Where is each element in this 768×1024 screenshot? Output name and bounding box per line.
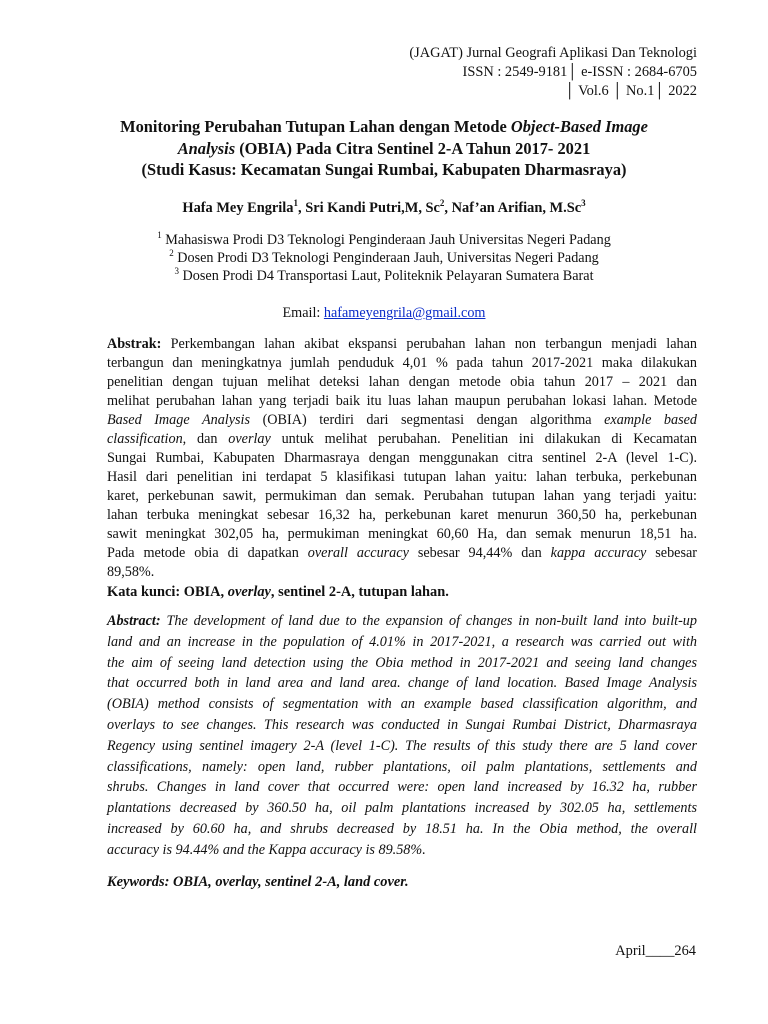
abstrak-section bbox=[107, 335, 697, 582]
abstract-line: classifications, namely: open land, rubber plantations, oil palm plantations, settlements and bbox=[107, 758, 697, 775]
abstrak-text: untuk melihat perubahan. Penelitian ini dilakukan di Kecamatan bbox=[270, 431, 697, 447]
abstrak-line: penelitian dengan tujuan melihat deteksi lahan dengan metode obia tahun 2017 – 2021 dan bbox=[107, 374, 697, 390]
page-footer: April____264 bbox=[615, 943, 696, 959]
abstract-line: Regency using sentinel imagery 2-A (level 1-C). The results of this study there are 5 land cover bbox=[107, 737, 697, 754]
abstrak-italic: overall accuracy bbox=[307, 545, 409, 561]
abstrak-line bbox=[107, 411, 697, 430]
abstrak-italic: example based bbox=[604, 412, 697, 428]
abstract-text: The development of land due to the expansion of changes in non-built land into built-up bbox=[160, 613, 697, 629]
affiliation-text: Dosen Prodi D3 Teknologi Penginderaan Jauh, Universitas Negeri Padang bbox=[173, 250, 599, 266]
email-label: Email: bbox=[282, 305, 324, 321]
abstrak-italic: kappa accuracy bbox=[550, 545, 647, 561]
title-text: (OBIA) Pada Citra Sentinel 2-A Tahun 2017- 2021 bbox=[235, 138, 591, 158]
author-list bbox=[80, 198, 688, 218]
abstrak-line: 89,58%. bbox=[107, 564, 155, 580]
author-name: , Naf’an Arifian, M.Sc bbox=[444, 200, 582, 216]
abstrak-italic: classification bbox=[107, 431, 183, 447]
abstract-line: the aim of seeing land detection using the Obia method in 2017-2021 and seeing land changes bbox=[107, 654, 697, 671]
affiliations bbox=[80, 231, 688, 285]
abstract-line: overlays to see changes. This research was conducted in Sungai Rumbai District, Dharmasraya bbox=[107, 716, 697, 733]
title-text: Monitoring Perubahan Tutupan Lahan dengan Metode bbox=[120, 117, 511, 136]
abstract-line: plantations decreased by 360.50 ha, oil palm plantations increased by 302.05 ha, settlements bbox=[107, 800, 697, 817]
volume-line: │ Vol.6 │ No.1│ 2022 bbox=[564, 83, 697, 99]
abstrak-text: Perkembangan lahan akibat ekspansi perubahan lahan non terbangun menjadi lahan bbox=[161, 336, 697, 352]
abstrak-line: Hasil dari penelitian ini terdapat 5 klasifikasi tutupan lahan yaitu: lahan terbuka, perkebunan bbox=[107, 469, 697, 485]
affiliation-item bbox=[80, 267, 688, 285]
title-line-3: (Studi Kasus: Kecamatan Sungai Rumbai, Kabupaten Dharmasraya) bbox=[141, 160, 627, 179]
abstract-line: that occurred both in land area and land area. change of land location. Based Image Analysis bbox=[107, 675, 697, 692]
abstract-english-section bbox=[107, 611, 697, 861]
abstract-line: increased by 60.60 ha, and shrubs decreased by 18.51 ha. In the Obia method, the overall bbox=[107, 820, 697, 837]
abstract-label: Abstract: bbox=[107, 613, 161, 629]
abstrak-line: karet, perkebunan sawit, permukiman dan semak. Perubahan tutupan lahan yang terjadi yaitu: bbox=[107, 488, 697, 504]
journal-name: (JAGAT) Jurnal Geografi Aplikasi Dan Teknologi bbox=[409, 45, 697, 61]
abstrak-line: melihat perubahan lahan yang terjadi baik itu luas lahan maupun perubahan lokasi lahan. Metode bbox=[107, 393, 697, 409]
abstrak-line: lahan terbuka meningkat sebesar 16,32 ha, perkebunan karet menurun 360,50 ha, perkebunan bbox=[107, 507, 697, 523]
title-line-1 bbox=[80, 116, 688, 138]
author-affiliation-mark: 1 bbox=[293, 198, 298, 208]
abstrak-line: terbangun dan meningkatnya jumlah penduduk 4,01 % pada tahun 2017-2021 maka dilakukan bbox=[107, 355, 697, 371]
abstrak-italic: overlay bbox=[228, 431, 271, 447]
author-name: Hafa Mey Engrila bbox=[182, 200, 294, 216]
abstrak-text: (OBIA) terdiri dari segmentasi dengan algorithma bbox=[250, 412, 605, 428]
author-affiliation-mark: 3 bbox=[581, 198, 586, 208]
abstrak-line bbox=[107, 430, 697, 449]
journal-header bbox=[409, 44, 697, 101]
abstrak-line bbox=[107, 335, 697, 354]
abstract-line: (OBIA) method consists of segmentation with an example based classification algorithm, and bbox=[107, 696, 697, 713]
abstract-line: land and an increase in the population of 4.01% in 2017-2021, a research was carried out with bbox=[107, 633, 697, 650]
title-italic-text: Object-Based Image bbox=[510, 117, 648, 136]
paper-title bbox=[80, 116, 688, 181]
email-link[interactable]: hafameyengrila@gmail.com bbox=[323, 305, 486, 321]
abstrak-line bbox=[107, 544, 697, 563]
affiliation-number: 2 bbox=[169, 248, 174, 258]
kata-kunci-text: Kata kunci: OBIA, bbox=[107, 584, 228, 600]
affiliation-number: 3 bbox=[174, 266, 179, 276]
affiliation-item bbox=[80, 249, 688, 267]
kata-kunci bbox=[107, 582, 449, 602]
title-italic-text: Analysis bbox=[177, 138, 236, 158]
affiliation-text: Dosen Prodi D4 Transportasi Laut, Politeknik Pelayaran Sumatera Barat bbox=[178, 268, 594, 284]
abstrak-text: , dan bbox=[182, 431, 229, 447]
abstract-line: accuracy is 94.44% and the Kappa accuracy is 89.58%. bbox=[107, 841, 426, 858]
abstrak-text: sebesar bbox=[646, 545, 697, 561]
kata-kunci-text: , sentinel 2-A, tutupan lahan. bbox=[270, 584, 449, 600]
abstrak-text: Pada metode obia di dapatkan bbox=[107, 545, 308, 561]
affiliation-item bbox=[80, 231, 688, 249]
author-affiliation-mark: 2 bbox=[439, 198, 445, 208]
abstract-line: shrubs. Changes in land cover that occurred were: open land increased by 16.32 ha, rubber bbox=[107, 779, 697, 796]
keywords-english: Keywords: OBIA, overlay, sentinel 2-A, land cover. bbox=[107, 874, 409, 890]
affiliation-number: 1 bbox=[157, 230, 162, 240]
affiliation-text: Mahasiswa Prodi D3 Teknologi Penginderaan Jauh Universitas Negeri Padang bbox=[161, 232, 611, 248]
abstrak-italic: Based Image Analysis bbox=[107, 412, 251, 428]
abstrak-label: Abstrak: bbox=[107, 336, 162, 352]
author-name: , Sri Kandi Putri,M, Sc bbox=[298, 200, 440, 216]
abstrak-line: Sungai Rumbai, Kabupaten Dharmasraya dengan menggunakan citra sentinel 2-A (level 1-C). bbox=[107, 450, 697, 466]
kata-kunci-italic: overlay bbox=[227, 584, 271, 600]
abstrak-line: sawit meningkat 302,05 ha, permukiman meningkat 60,60 Ha, dan semak menurun 18,51 ha. bbox=[107, 526, 697, 542]
abstrak-text: sebesar 94,44% dan bbox=[408, 545, 551, 561]
email-line bbox=[80, 304, 688, 322]
issn-line: ISSN : 2549-9181│ e-ISSN : 2684-6705 bbox=[462, 64, 697, 80]
abstract-line bbox=[107, 611, 697, 632]
title-line-2 bbox=[80, 138, 688, 160]
